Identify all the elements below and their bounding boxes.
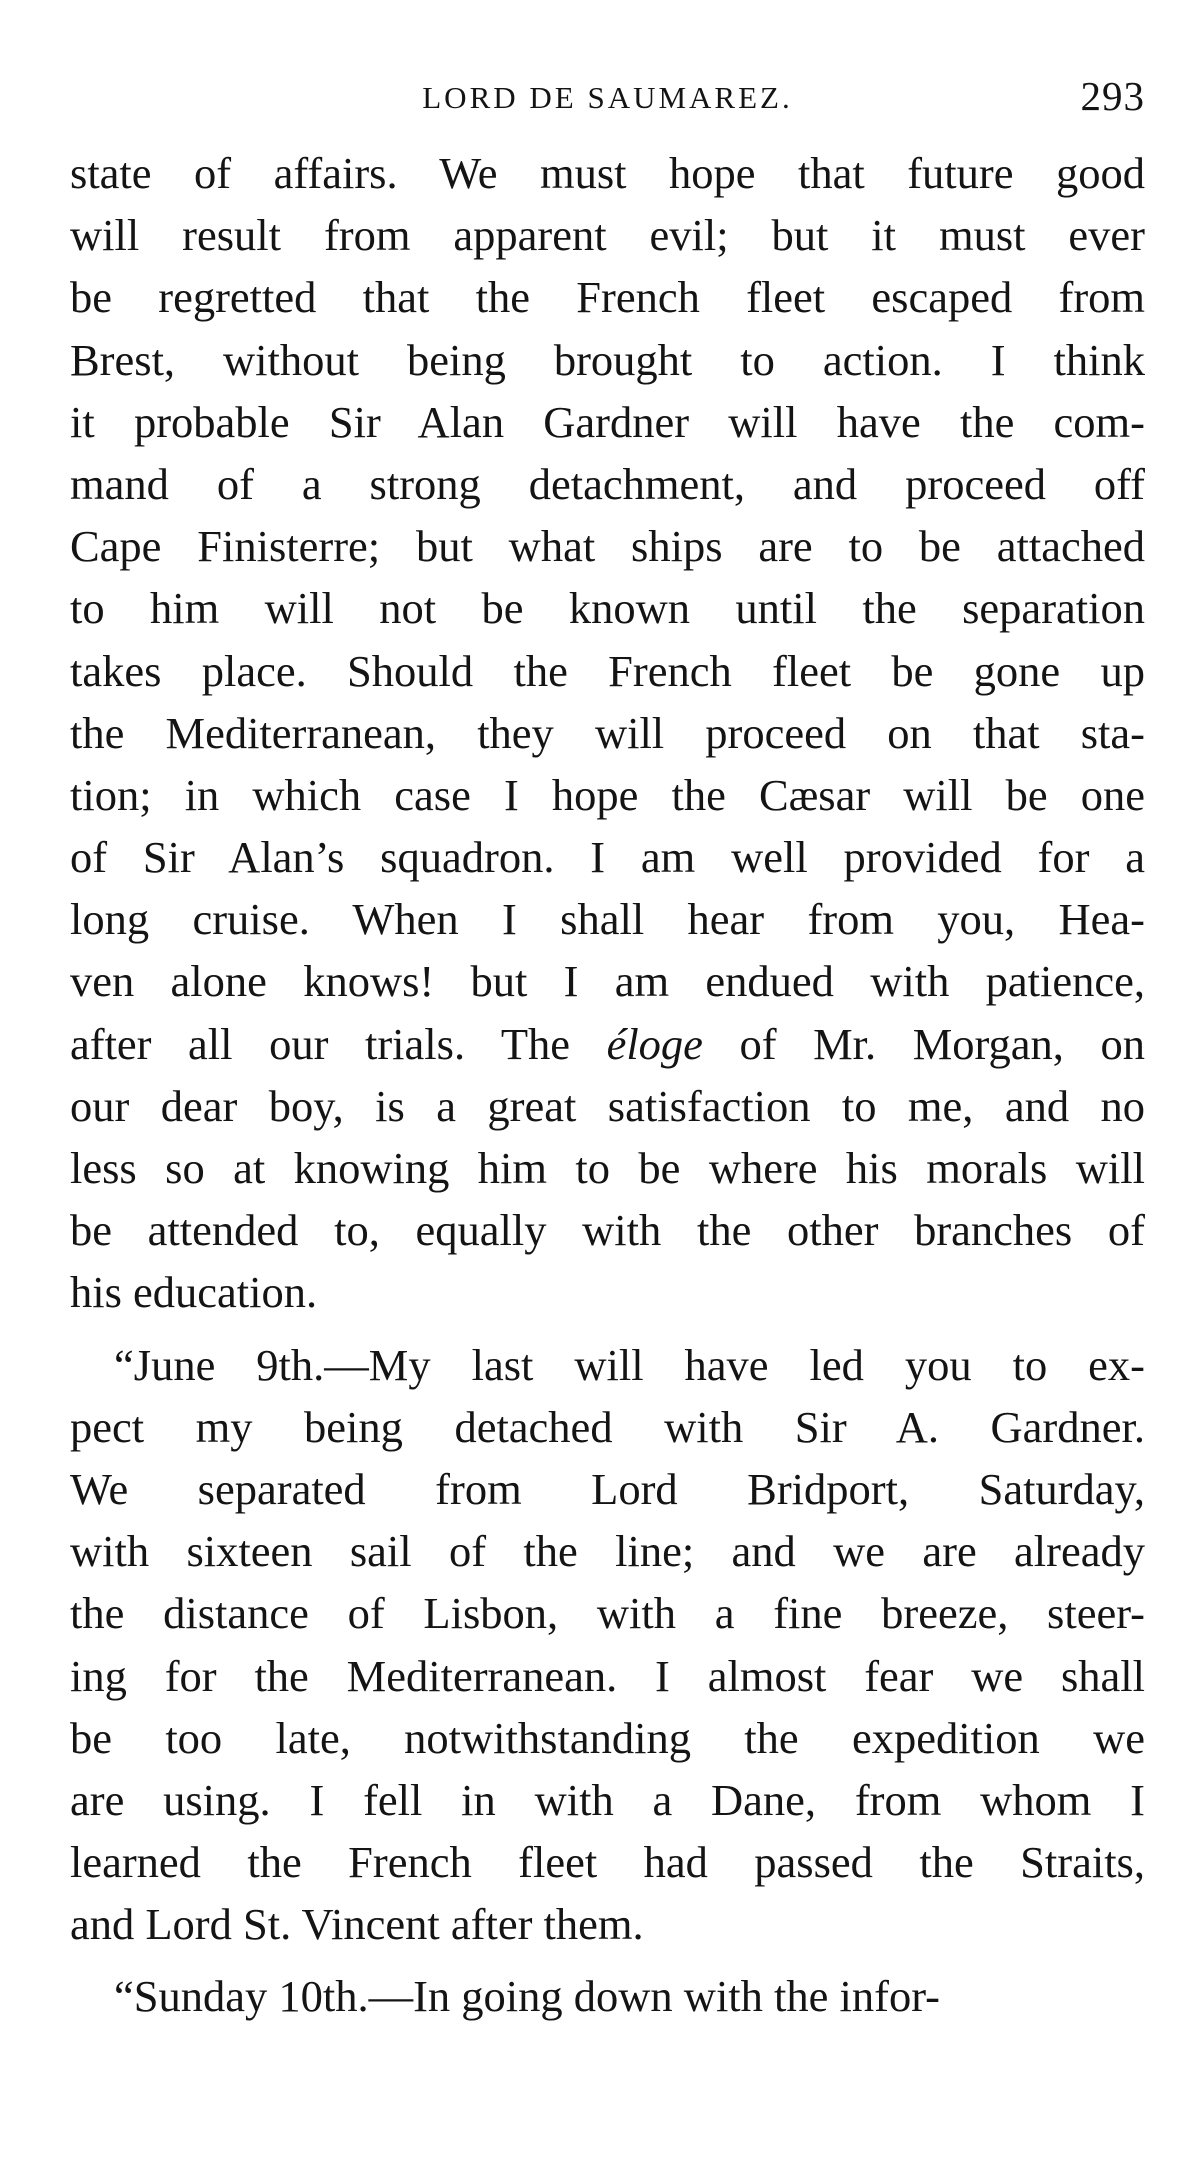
paragraph [70,1965,1145,2027]
text-line: with sixteen sail of the line; and we are already [70,1526,1145,1577]
running-head [70,72,1145,122]
text-line: to him will not be known until the separation [70,583,1145,634]
text-line: mand of a strong detachment, and proceed off [70,458,1145,509]
text-line: will result from apparent evil; but it must ever [70,210,1145,261]
paragraph-gap [70,1955,1145,1965]
italic-word: éloge [606,1018,703,1069]
running-title: LORD DE SAUMAREZ. [422,80,793,115]
paragraph [70,142,1145,1324]
text-line: after all our trials. The éloge of Mr. Morgan, on [70,1018,1145,1069]
text-line: Brest, without being brought to action. I think [70,334,1145,385]
text-line: the Mediterranean, they will proceed on that sta- [70,707,1145,758]
text-line: long cruise. When I shall hear from you, Hea- [70,894,1145,945]
text-line: ing for the Mediterranean. I almost fear we shall [70,1650,1145,1701]
body-text [70,142,1145,2028]
text-line: We separated from Lord Bridport, Saturday, [70,1463,1145,1514]
text-line: be attended to, equally with the other branches of [70,1205,1145,1256]
text-line: less so at knowing him to be where his morals will [70,1143,1145,1193]
text-line: are using. I fell in with a Dane, from whom I [70,1774,1145,1825]
text-line: be regretted that the French fleet escaped from [70,272,1145,323]
text-line: ven alone knows! but I am endued with patience, [70,956,1145,1007]
text-line: of Sir Alan’s squadron. I am well provided for a [70,832,1145,883]
text-line: tion; in which case I hope the Cæsar will be one [70,769,1145,820]
text-line: learned the French fleet had passed the Straits, [70,1837,1145,1888]
text-line: takes place. Should the French fleet be gone up [70,645,1145,696]
text-line: it probable Sir Alan Gardner will have the com- [70,396,1145,447]
page-number: 293 [1080,73,1145,119]
text-line: Cape Finisterre; but what ships are to be attached [70,521,1145,572]
text-line: state of affairs. We must hope that future good [70,148,1145,198]
text-line: pect my being detached with Sir A. Gardner. [70,1401,1145,1452]
paragraph [70,1334,1145,1956]
paragraph-gap [70,1324,1145,1334]
text-line: the distance of Lisbon, with a fine breeze, steer- [70,1588,1145,1639]
text-line: “June 9th.—My last will have led you to ex- [114,1339,1145,1390]
text-line: and Lord St. Vincent after them. [70,1899,644,1950]
text-line: his education. [70,1267,318,1318]
text-line: our dear boy, is a great satisfaction to me, and no [70,1080,1145,1131]
text-line: “Sunday 10th.—In going down with the infor- [114,1971,940,2022]
text-line: be too late, notwithstanding the expedition we [70,1712,1145,1763]
